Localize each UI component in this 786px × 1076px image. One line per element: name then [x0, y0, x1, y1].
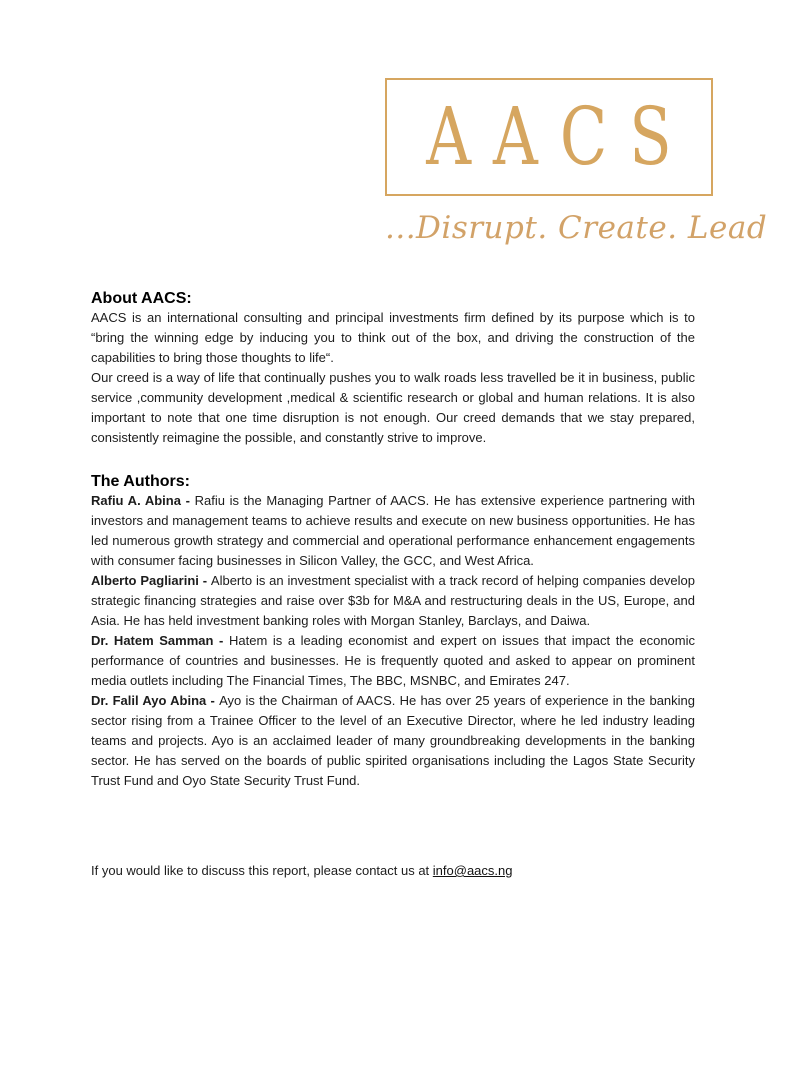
- author-name: Dr. Hatem Samman -: [91, 633, 229, 648]
- aacs-logo-text: AACS: [426, 89, 694, 184]
- contact-email-link[interactable]: info@aacs.ng: [432, 863, 513, 878]
- author-name: Rafiu A. Abina -: [91, 493, 195, 508]
- about-paragraph-2: Our creed is a way of life that continually pushes you to walk roads less travelled be it in business, public service ,community development ,medical & scientific research or global and human relations. It is also important to note that one time disruption is not enough. Our creed demands that we stay prepared, consistently reimagine the possible, and constantly strive to improve.: [91, 370, 695, 445]
- contact-line: [91, 861, 695, 881]
- author-bio-rafiu-abina: [91, 491, 695, 571]
- author-bio-text: Hatem is a leading economist and expert on issues that impact the economic performance of countries and businesses. He is frequently quoted and asked to appear on prominent media outlets including The Financial Times, The BBC, MSNBC, and Emirates 247.: [91, 633, 695, 688]
- author-bio-hatem-samman: [91, 631, 695, 691]
- author-bio-falil-ayo-abina: [91, 691, 695, 791]
- author-name: Dr. Falil Ayo Abina -: [91, 693, 220, 708]
- author-name: Alberto Pagliarini -: [91, 573, 211, 588]
- about-paragraph-1: AACS is an international consulting and principal investments firm defined by its purpose which is to “bring the winning edge by inducing you to think out of the box, and driving the construction of the capabilities to bring those thoughts to life“.: [91, 310, 695, 365]
- authors-heading: The Authors:: [91, 473, 190, 490]
- author-bio-alberto-pagliarini: [91, 571, 695, 631]
- author-bio-text: Rafiu is the Managing Partner of AACS. He has extensive experience partnering with investors and management teams to achieve results and execute on new business opportunities. He has led numerous growth strategy and commercial and operational performance enhancement engagements with consumer facing businesses in Silicon Valley, the GCC, and West Africa.: [91, 493, 695, 568]
- about-heading: About AACS:: [91, 290, 192, 307]
- brand-tagline: ...Disrupt. Create. Lead: [385, 210, 768, 246]
- document-body: [91, 0, 695, 894]
- author-bio-text: Ayo is the Chairman of AACS. He has over 25 years of experience in the banking sector rising from a Trainee Officer to the level of an Executive Director, where he led industry leading teams and projects. Ayo is an acclaimed leader of many groundbreaking developments in the banking sector. He has served on the boards of public spirited organisations including the Lagos State Security Trust Fund and Oyo State Security Trust Fund.: [91, 693, 695, 788]
- contact-text: If you would like to discuss this report, please contact us at: [91, 863, 433, 878]
- author-bio-text: Alberto is an investment specialist with a track record of helping companies develop strategic financing strategies and raise over $3b for M&A and restructuring deals in the US, Europe, and Asia. He has held investment banking roles with Morgan Stanley, Barclays, and Daiwa.: [91, 573, 696, 628]
